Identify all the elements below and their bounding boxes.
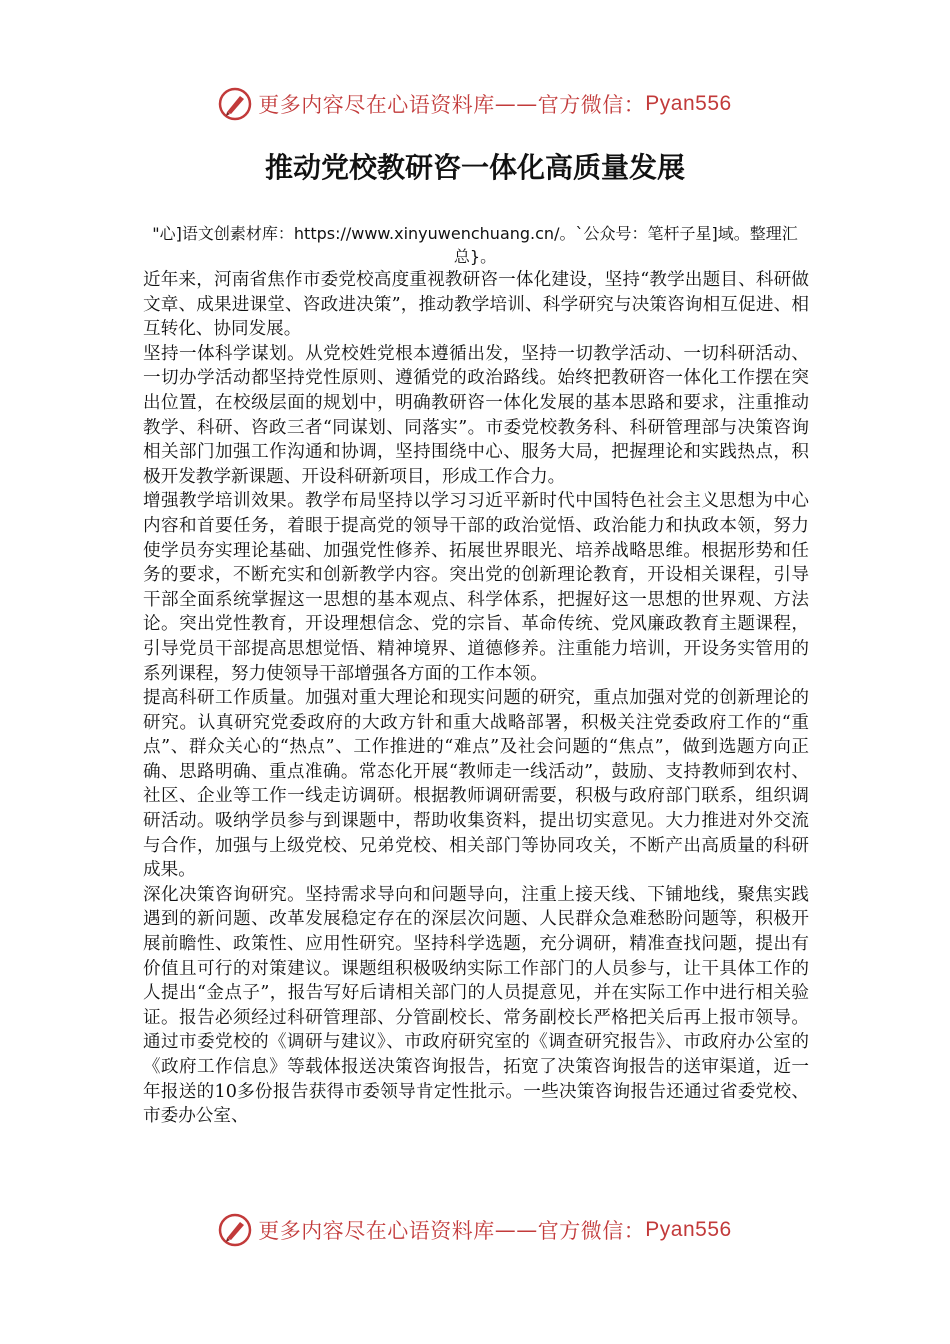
source-note: "心]语文创素材库：https://www.xinyuwenchuang.cn/。`公众号：笔杆子星]域。整理汇总}。 [152,224,798,266]
document-body [143,268,809,1129]
banner-contact-id: Pyan556 [645,1218,732,1241]
banner-text: 更多内容尽在心语资料库 [258,93,495,117]
banner-contact-label: 官方微信： [537,93,646,117]
pen-logo-icon [218,1213,252,1247]
banner-text: 更多内容尽在心语资料库 [258,1219,495,1243]
banner-dash: —— [494,1218,538,1242]
banner-contact-id: Pyan556 [645,92,732,115]
banner-dash: —— [494,92,538,116]
paragraph-consulting: 深化决策咨询研究。坚持需求导向和问题导向，注重上接天线、下铺地线，聚焦实践遇到的新问题、改革发展稳定存在的深层次问题、人民群众急难愁盼问题等，积极开展前瞻性、政策性、应用性研究。坚持科学选题，充分调研，精准查找问题，提出有价值且可行的对策建议。课题组积极吸纳实际工作部门的人员参与，让干具体工作的人提出“金点子”，报告写好后请相关部门的人员提意见，并在实际工作中进行相关验证。报告必须经过科研管理部、分管副校长、常务副校长严格把关后再上报市领导。通过市委党校的《调研与建议》、市政府研究室的《调查研究报告》、市政府办公室的《政府工作信息》等载体报送决策咨询报告，拓宽了决策咨询报告的送审渠道，近一年报送的10多份报告获得市委领导肯定性批示。一些决策咨询报告还通过省委党校、市委办公室、 [143,884,809,1127]
pen-logo-icon [218,87,252,121]
header-watermark-banner [0,84,950,124]
paragraph-teaching: 增强教学培训效果。教学布局坚持以学习习近平新时代中国特色社会主义思想为中心内容和首要任务，着眼于提高党的领导干部的政治觉悟、政治能力和执政本领，努力使学员夯实理论基础、加强党性修养、拓展世界眼光、培养战略思维。根据形势和任务的要求，不断充实和创新教学内容。突出党的创新理论教育，开设相关课程，引导干部全面系统掌握这一思想的基本观点、科学体系，把握好这一思想的世界观、方法论。突出党性教育，开设理想信念、党的宗旨、革命传统、党风廉政教育主题课程，引导党员干部提高思想觉悟、精神境界、道德修养。注重能力培训，开设务实管用的系列课程，努力使领导干部增强各方面的工作本领。 [143,491,809,684]
footer-watermark-banner [0,1210,950,1250]
paragraph-planning: 坚持一体科学谋划。从党校姓党根本遵循出发，坚持一切教学活动、一切科研活动、一切办学活动都坚持党性原则、遵循党的政治路线。始终把教研咨一体化工作摆在突出位置，在校级层面的规划中，明确教研咨一体化发展的基本思路和要求，注重推动教学、科研、咨政三者“同谋划、同落实”。市委党校教务科、科研管理部与决策咨询相关部门加强工作沟通和协调，坚持围绕中心、服务大局，把握理论和实践热点，积极开发教学新课题、开设科研新项目，形成工作合力。 [143,343,809,487]
paragraph-intro: 近年来，河南省焦作市委党校高度重视教研咨一体化建设，坚持“教学出题目、科研做文章、成果进课堂、咨政进决策”，推动教学培训、科学研究与决策咨询相互促进、相互转化、协同发展。 [143,270,809,340]
banner-contact-label: 官方微信： [537,1219,646,1243]
document-title: 推动党校教研咨一体化高质量发展 [264,151,685,184]
paragraph-research: 提高科研工作质量。加强对重大理论和现实问题的研究，重点加强对党的创新理论的研究。认真研究党委政府的大政方针和重大战略部署，积极关注党委政府工作的“重点”、群众关心的“热点”、工作推进的“难点”及社会问题的“焦点”，做到选题方向正确、思路明确、重点准确。常态化开展“教师走一线活动”，鼓励、支持教师到农村、社区、企业等工作一线走访调研。根据教师调研需要，积极与政府部门联系，组织调研活动。吸纳学员参与到课题中，帮助收集资料，提出切实意见。大力推进对外交流与合作，加强与上级党校、兄弟党校、相关部门等协同攻关，不断产出高质量的科研成果。 [143,688,809,881]
